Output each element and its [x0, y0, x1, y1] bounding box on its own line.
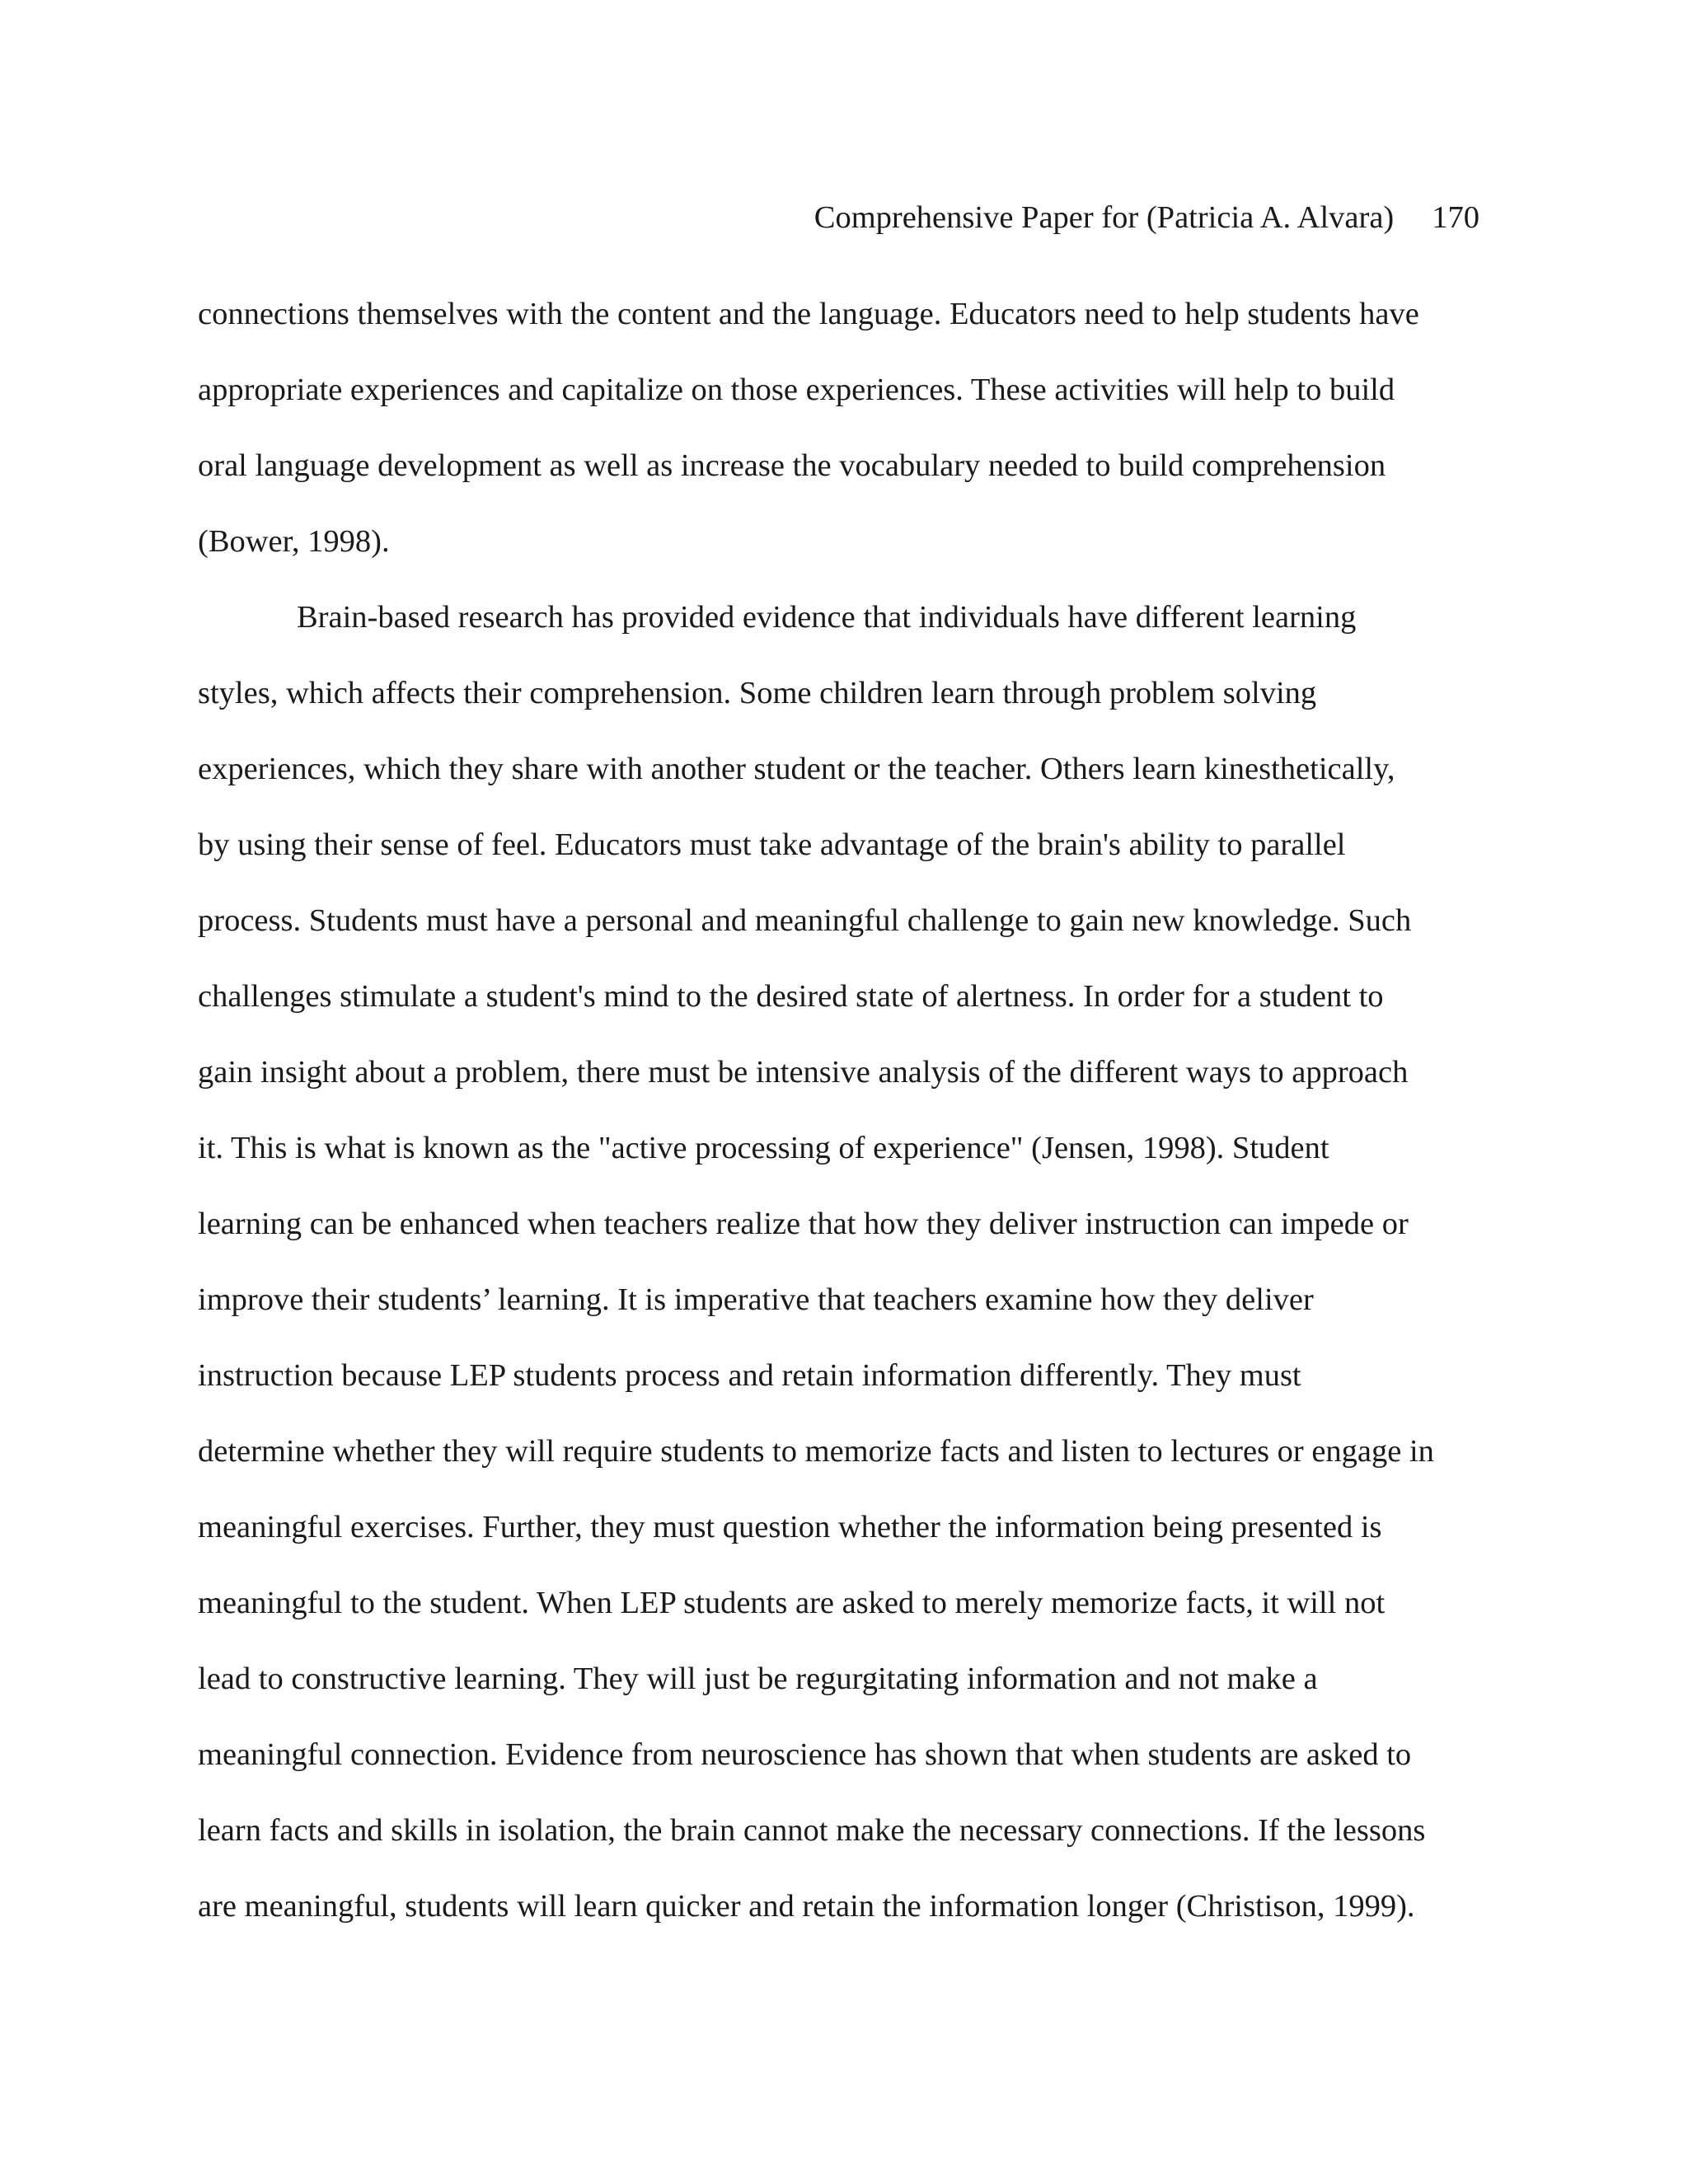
running-title: Comprehensive Paper for (Patricia A. Alvara): [814, 200, 1395, 235]
page-number: 170: [1432, 200, 1479, 235]
running-head: [814, 196, 1479, 239]
paragraph-2: [198, 596, 1484, 1961]
text-line: (Bower, 1998).: [198, 524, 390, 559]
text-line: are meaningful, students will learn quicker and retain the information longer (Christison, 1999).: [198, 1889, 1415, 1924]
text-line: learn facts and skills in isolation, the brain cannot make the necessary connections. If the lessons: [198, 1813, 1426, 1848]
text-line: meaningful exercises. Further, they must question whether the information being presented is: [198, 1510, 1382, 1544]
text-line: process. Students must have a personal and meaningful challenge to gain new knowledge. Such: [198, 903, 1412, 938]
paragraph-1: [198, 293, 1484, 596]
text-line: meaningful connection. Evidence from neuroscience has shown that when students are asked to: [198, 1737, 1412, 1772]
text-line: styles, which affects their comprehension. Some children learn through problem solving: [198, 676, 1317, 710]
text-line: learning can be enhanced when teachers realize that how they deliver instruction can impede or: [198, 1207, 1409, 1241]
text-line: by using their sense of feel. Educators must take advantage of the brain's ability to parallel: [198, 827, 1346, 862]
text-line: determine whether they will require students to memorize facts and listen to lectures or engage in: [198, 1434, 1434, 1469]
text-line: improve their students’ learning. It is imperative that teachers examine how they deliver: [198, 1282, 1314, 1317]
text-line: instruction because LEP students process and retain information differently. They must: [198, 1358, 1301, 1393]
text-line: lead to constructive learning. They will just be regurgitating information and not make a: [198, 1661, 1318, 1696]
text-line: appropriate experiences and capitalize on those experiences. These activities will help to build: [198, 373, 1395, 407]
body-text: [198, 293, 1484, 1961]
text-line: meaningful to the student. When LEP students are asked to merely memorize facts, it will not: [198, 1586, 1386, 1620]
text-line-first: Brain-based research has provided evidence that individuals have different learning: [297, 600, 1357, 635]
text-line: challenges stimulate a student's mind to the desired state of alertness. In order for a student to: [198, 979, 1384, 1014]
text-line: connections themselves with the content and the language. Educators need to help students have: [198, 297, 1419, 331]
text-line: it. This is what is known as the "active processing of experience" (Jensen, 1998). Student: [198, 1131, 1329, 1165]
text-line: gain insight about a problem, there must be intensive analysis of the different ways to approach: [198, 1055, 1409, 1090]
text-line: oral language development as well as increase the vocabulary needed to build comprehension: [198, 448, 1386, 483]
text-line: experiences, which they share with another student or the teacher. Others learn kinesthetically,: [198, 752, 1395, 786]
